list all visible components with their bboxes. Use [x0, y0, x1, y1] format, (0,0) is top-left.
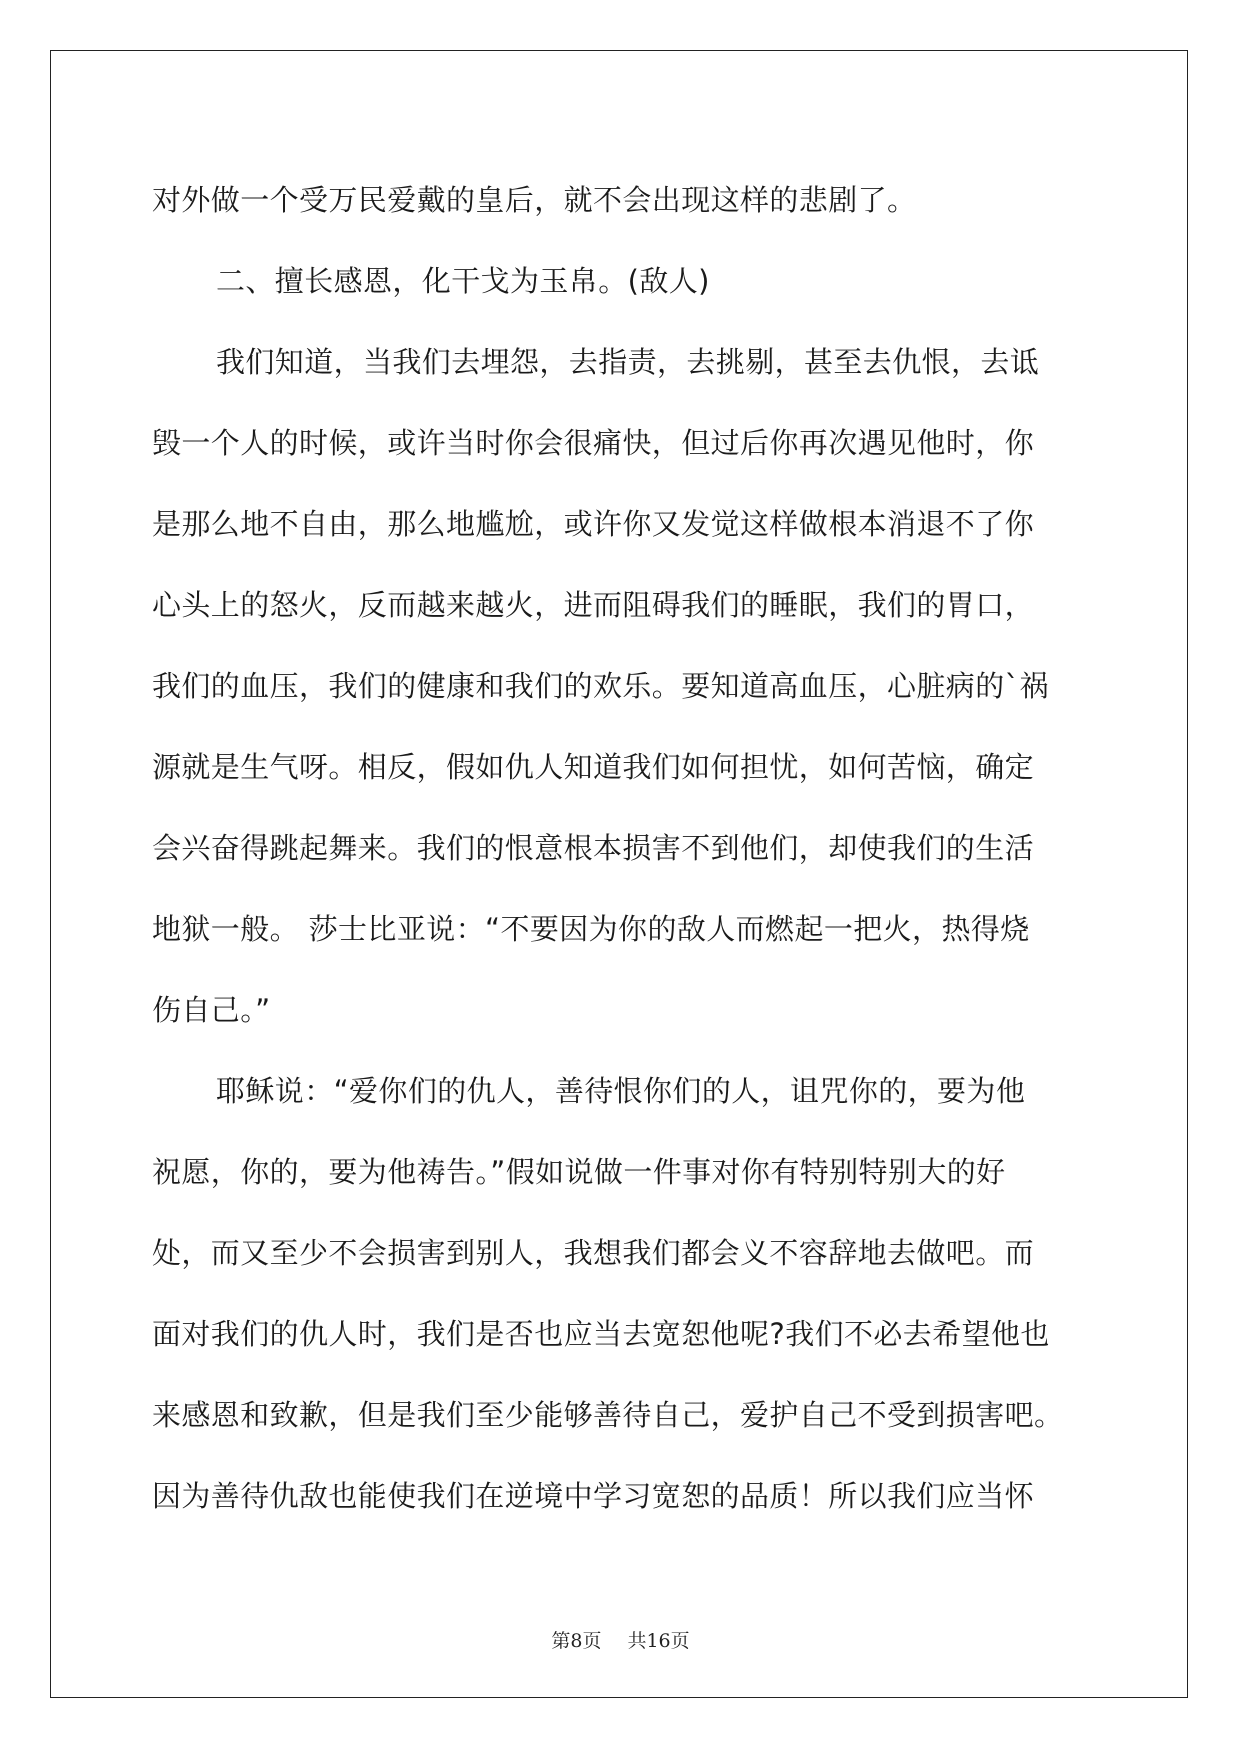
text-line-7: 我们的血压，我们的健康和我们的欢乐。要知道高血压，心脏病的`祸	[152, 669, 1049, 703]
document-body	[152, 160, 1092, 1537]
text-line-16: 来感恩和致歉，但是我们至少能够善待自己，爱护自己不受到损害吧。	[152, 1398, 1064, 1432]
text-line-3: 我们知道，当我们去埋怨，去指责，去挑剔，甚至去仇恨，去诋	[216, 345, 1040, 379]
text-line-14: 处，而又至少不会损害到别人，我想我们都会义不容辞地去做吧。而	[152, 1236, 1035, 1270]
text-line-1: 对外做一个受万民爱戴的皇后，就不会出现这样的悲剧了。	[152, 183, 917, 217]
page-number: 第8页	[551, 1630, 602, 1652]
text-line-12: 耶稣说：“爱你们的仇人，善待恨你们的人，诅咒你的，要为他	[216, 1074, 1026, 1108]
text-line-17: 因为善待仇敌也能使我们在逆境中学习宽恕的品质！所以我们应当怀	[152, 1479, 1035, 1513]
section-heading: 二、擅长感恩，化干戈为玉帛。(敌人)	[216, 264, 710, 298]
text-line-8: 源就是生气呀。相反，假如仇人知道我们如何担忧，如何苦恼，确定	[152, 750, 1035, 784]
text-line-6: 心头上的怒火，反而越来越火，进而阻碍我们的睡眠，我们的胃口，	[152, 588, 1035, 622]
text-line-5: 是那么地不自由，那么地尴尬，或许你又发觉这样做根本消退不了你	[152, 507, 1035, 541]
text-line-4: 毁一个人的时候，或许当时你会很痛快，但过后你再次遇见他时，你	[152, 426, 1035, 460]
text-line-11: 伤自己。”	[152, 993, 271, 1027]
page-footer	[0, 1626, 1241, 1653]
page-total: 共16页	[627, 1630, 690, 1652]
text-line-15: 面对我们的仇人时，我们是否也应当去宽恕他呢?我们不必去希望他也	[152, 1317, 1050, 1351]
text-line-13: 祝愿，你的，要为他祷告。”假如说做一件事对你有特别特别大的好	[152, 1155, 1006, 1189]
text-line-9: 会兴奋得跳起舞来。我们的恨意根本损害不到他们，却使我们的生活	[152, 831, 1035, 865]
text-line-10: 地狱一般。 莎士比亚说：“不要因为你的敌人而燃起一把火，热得烧	[152, 912, 1030, 946]
